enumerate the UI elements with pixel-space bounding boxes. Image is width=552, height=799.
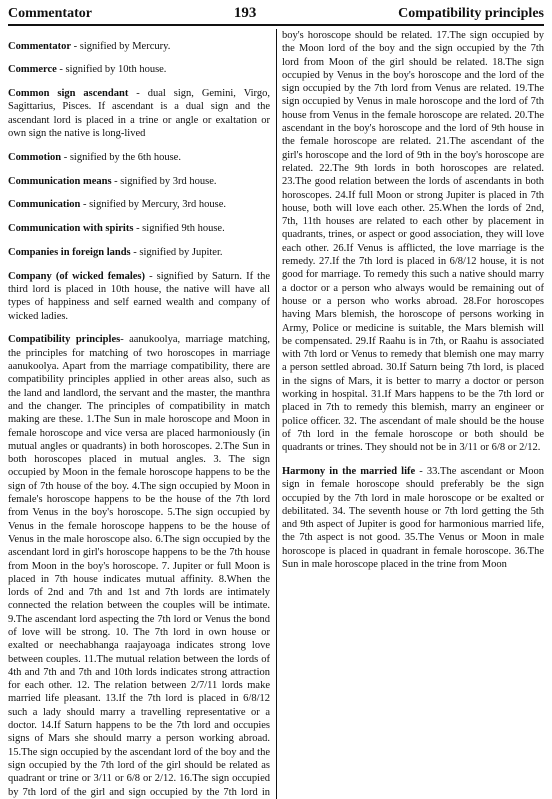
entry-definition: - signified by Saturn. If the third lord is placed in 10th house, the native will have all types of happiness and self earned wealth and company of wicked ladies. <box>8 270 270 322</box>
header-right-term: Compatibility principles <box>398 6 544 21</box>
dictionary-entry <box>8 29 544 799</box>
entry-definition: - signified by 10th house. <box>56 64 167 76</box>
entry-term: Communication with spirits <box>8 223 134 235</box>
entry-term: Commotion <box>8 151 62 163</box>
dictionary-entry <box>8 151 270 164</box>
dictionary-entry <box>8 246 270 259</box>
header-left-term: Commentator <box>8 6 92 21</box>
dictionary-entry <box>282 465 544 571</box>
two-column-body <box>8 29 544 799</box>
entry-term: Commerce <box>8 64 57 76</box>
entry-term: Communication means <box>8 175 112 187</box>
dictionary-entry <box>8 63 270 76</box>
dictionary-entry <box>8 175 270 188</box>
entry-term: Communication <box>8 199 81 211</box>
entry-definition: - signified by 3rd house. <box>111 175 217 187</box>
entry-definition: - aanukoolya, marriage matching, the principles for matching of two horoscopes in marriage aanukoolya. Apart from the marriage compatibility, there are compatibility principles applied in other areas also, such as the land and landlord, the servant and the master, the manthra and the changer. The principles of compatibility in match making are these. 1.The Sun in male horoscope and Moon in female horoscope and vice versa are placed harmoniously (in mutual angles or quadrants) in both horoscopes. 2.The Sun in both horoscopes placed in mutual angles. 3. The sign occupied by Moon in the female horoscope happens to be the sign of 7th house of the boy. 4.The sign occupied by Moon in female's horoscope happens to be the house of the 7th lord from Venus in the boy's horoscope. 5.The sign occupied by Venus in the female horoscope happens to be the house of Venus in the male horoscope also. 6.The sign occupied by the ascendant lord in girl's horoscope happens to be the 7th house from Moon in the boy's horoscope. 7. Jupiter or full Moon is placed in 7th house indicates mutual affinity. 8.When the lords of 2nd and 7th and 1st and 7th lords are intimately connected the relation between the couples will be intimate. 9.The ascendant lord aspecting the 7th lord or Venus the bond of love will be strong. 10. The 7th lord in own house or exalted or neechabhanga raajayoaga indicates strong love between couples. 11.The mutual relation between the lords of 4th and 7th and 7th and 10th lords indicates strong attraction for each other. 12. The relation between 2/7/11 lords make married life pleasant. 13.If the 7th lord is placed in 6/8/12 such a lady should marry a travelling representative or a doctor. 14.If Saturn happens to be the 7th lord and occupies signs of Mars she should marry a person working abroad. 15.The sign occupied by the ascendant lord of the boy and the sign occupied by the 7th lord of the girl should be related as quadrant or trine or 3/11 or 6/8 or 2/12. 16.The sign occupied by 7th lord of the girl and sign occupied by the 7th lord in boy's horoscope should be related. 17.The sign occupied by the Moon lord of the boy and the sign occupied by the 7th lord from Moon of the girl should be related. 18.The sign occupied by Venus in the boy's horoscope and the lord of the sign occupied by the 7th lord from Venus are related. 19.The sign occupied by Venus in male horoscope and the lord of 7th house from Venus in the female horoscope are related. 20.The ascendant in the boy's horoscope and the lord of 9th house in the female horoscope are related. 21.The ascendant of the girl's horoscope and the lord of 9th in the boy's horoscope are related. 22.The 9th lords in both horoscopes are related. 23.The good relation between the lords of ascendants in both horoscopes. 24.If full Moon or strong Jupiter is placed in 7th house, both will love each other. 25.When the lords of 2nd, 7th, 11th houses are related to each other by placement in quadrants, trines, or aspect or good association, they will love each other. 26.If Venus is afflicted, the love marriage is the remedy. 27.If the 7th lord is placed in 6/8/12 house, it is not good for marriage. To remedy this such a native should marry a doctor or a person who always would be remaining out of house or a person who works abroad. 28.For horoscopes having Mars blemish, the horoscope of persons working in Army, Police or medicine is suitable, the Mars blemish will be compensated. 29.If Raahu is in 7th, or Raahu is associated with 7th lord or Venus to remedy that blemish one may marry a person settled abroad. 30.If Saturn being 7th lord, is placed in the signs of Mars, it is better to marry a doctor or person working in hospital. 31.If Mars happens to be the 7th lord or placed in 7th to remedy this blemish, marry an engineer or police officer. 32. The ascendant of male should be the house of 7th lord in the female horoscope or both should be quadrants or trines. They should not be in 3/11 or 6/8 or 2/12. <box>8 30 544 798</box>
entry-term: Commentator <box>8 40 71 52</box>
running-header <box>8 5 544 26</box>
dictionary-entry <box>8 270 270 323</box>
dictionary-entry <box>8 222 270 235</box>
entry-definition: - signified by Mercury, 3rd house. <box>80 199 227 211</box>
dictionary-entry <box>8 87 270 140</box>
entry-definition: - dual sign, Gemini, Virgo, Sagittarius, Pisces. If ascendant is a dual sign and the ascendant lord is placed in a trine or angle or exaltation or own sign the native is long-lived <box>8 88 270 139</box>
page-number: 193 <box>233 5 257 21</box>
entry-definition: - signified by the 6th house. <box>61 151 181 163</box>
entry-term: Company (of wicked females) <box>8 270 146 282</box>
entry-definition: - 33.The ascendant or Moon sign in female horoscope should preferably be the sign occupied by the 7th lord in male horoscope or be exalted or debilitated. 34. The seventh house or 7th lord getting the 5th and 9th aspect of Jupiter is good for harmonious married life, the 7th aspect is not good. 35.The Venus or Moon in male horoscope is placed in quadrant in female horoscope. 36.The Sun in male horoscope placed in the trine from Moon <box>282 466 544 571</box>
dictionary-entry <box>8 198 270 211</box>
entry-term: Common sign ascendant <box>8 88 129 100</box>
entry-term: Companies in foreign lands <box>8 246 131 258</box>
entry-term: Compatibility principles <box>8 334 121 346</box>
entry-definition: - signified by Mercury. <box>70 40 171 52</box>
entries-flow <box>8 29 544 799</box>
entry-term: Harmony in the married life <box>282 466 416 477</box>
dictionary-entry <box>8 40 270 53</box>
entry-definition: - signified by Jupiter. <box>130 246 223 258</box>
entry-definition: - signified 9th house. <box>133 223 225 235</box>
